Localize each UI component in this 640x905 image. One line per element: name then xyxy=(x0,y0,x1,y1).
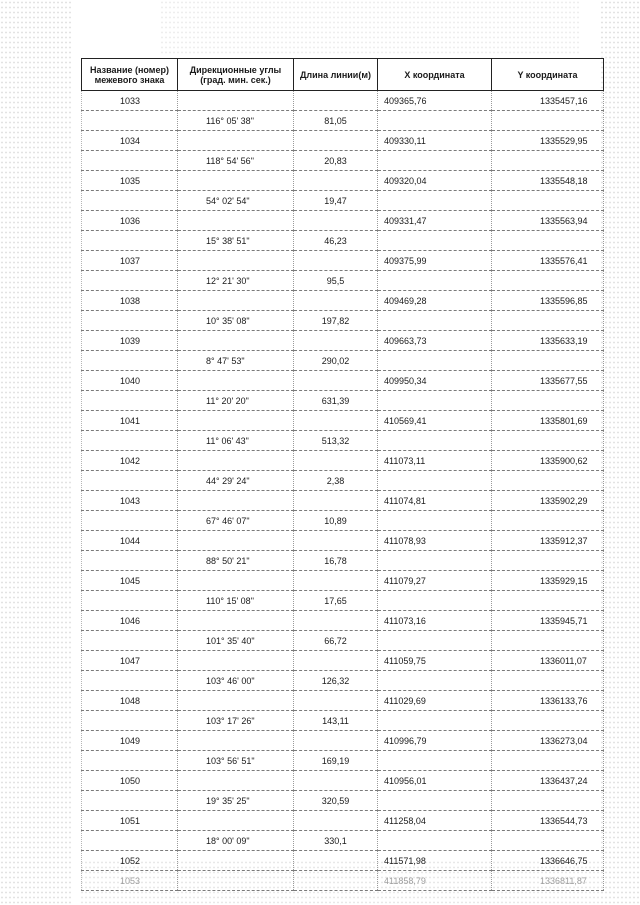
x-coordinate-cell xyxy=(378,351,492,371)
length-cell xyxy=(294,251,378,271)
y-coordinate-cell: 1335596,85 xyxy=(492,291,604,311)
x-coordinate-cell: 409365,76 xyxy=(378,91,492,111)
header-x-coordinate: X координата xyxy=(378,59,492,91)
x-coordinate-cell: 410956,01 xyxy=(378,771,492,791)
mark-name-cell: 1046 xyxy=(82,611,178,631)
length-cell xyxy=(294,331,378,351)
y-coordinate-cell: 1336011,07 xyxy=(492,651,604,671)
angle-cell: 18° 00' 09" xyxy=(178,831,294,851)
x-coordinate-cell: 410996,79 xyxy=(378,731,492,751)
table-row xyxy=(82,131,604,151)
x-coordinate-cell xyxy=(378,631,492,651)
length-cell: 16,78 xyxy=(294,551,378,571)
table-row xyxy=(82,271,604,291)
mark-name-cell: 1038 xyxy=(82,291,178,311)
table-row xyxy=(82,471,604,491)
mark-name-cell xyxy=(82,831,178,851)
x-coordinate-cell: 410569,41 xyxy=(378,411,492,431)
angle-cell: 103° 17' 26" xyxy=(178,711,294,731)
mark-name-cell xyxy=(82,231,178,251)
table-row xyxy=(82,111,604,131)
angle-cell: 10° 35' 08" xyxy=(178,311,294,331)
y-coordinate-cell xyxy=(492,751,604,771)
x-coordinate-cell: 411074,81 xyxy=(378,491,492,511)
table-row xyxy=(82,611,604,631)
mark-name-cell xyxy=(82,591,178,611)
angle-cell: 11° 20' 20" xyxy=(178,391,294,411)
y-coordinate-cell xyxy=(492,431,604,451)
length-cell xyxy=(294,91,378,111)
length-cell xyxy=(294,531,378,551)
angle-cell: 101° 35' 40" xyxy=(178,631,294,651)
angle-cell: 116° 05' 38" xyxy=(178,111,294,131)
angle-cell xyxy=(178,651,294,671)
y-coordinate-cell: 1335945,71 xyxy=(492,611,604,631)
angle-cell xyxy=(178,531,294,551)
x-coordinate-cell: 411079,27 xyxy=(378,571,492,591)
length-cell: 17,65 xyxy=(294,591,378,611)
angle-cell xyxy=(178,611,294,631)
mark-name-cell xyxy=(82,511,178,531)
angle-cell xyxy=(178,131,294,151)
table-row xyxy=(82,731,604,751)
angle-cell xyxy=(178,91,294,111)
angle-cell xyxy=(178,691,294,711)
table-row xyxy=(82,771,604,791)
mark-name-cell: 1039 xyxy=(82,331,178,351)
angle-cell: 67° 46' 07" xyxy=(178,511,294,531)
angle-cell xyxy=(178,771,294,791)
table-row xyxy=(82,391,604,411)
y-coordinate-cell: 1335929,15 xyxy=(492,571,604,591)
mark-name-cell: 1043 xyxy=(82,491,178,511)
mark-name-cell: 1047 xyxy=(82,651,178,671)
table-header-row xyxy=(82,59,604,91)
length-cell xyxy=(294,291,378,311)
y-coordinate-cell: 1335902,29 xyxy=(492,491,604,511)
angle-cell: 118° 54' 56" xyxy=(178,151,294,171)
angle-cell xyxy=(178,171,294,191)
angle-cell: 8° 47' 53" xyxy=(178,351,294,371)
angle-cell: 88° 50' 21" xyxy=(178,551,294,571)
x-coordinate-cell xyxy=(378,471,492,491)
scan-noise xyxy=(0,0,72,905)
length-cell xyxy=(294,211,378,231)
x-coordinate-cell xyxy=(378,831,492,851)
x-coordinate-cell: 411059,75 xyxy=(378,651,492,671)
mark-name-cell: 1048 xyxy=(82,691,178,711)
angle-cell: 11° 06' 43" xyxy=(178,431,294,451)
table-row xyxy=(82,331,604,351)
x-coordinate-cell: 411858,79 xyxy=(378,871,492,891)
x-coordinate-cell xyxy=(378,591,492,611)
mark-name-cell: 1040 xyxy=(82,371,178,391)
table-row xyxy=(82,711,604,731)
table-row xyxy=(82,691,604,711)
table-row xyxy=(82,451,604,471)
mark-name-cell: 1033 xyxy=(82,91,178,111)
header-direction-angle: Дирекционные углы (град. мин. сек.) xyxy=(178,59,294,91)
mark-name-cell xyxy=(82,351,178,371)
table-row xyxy=(82,171,604,191)
y-coordinate-cell: 1336646,75 xyxy=(492,851,604,871)
angle-cell xyxy=(178,731,294,751)
x-coordinate-cell: 411571,98 xyxy=(378,851,492,871)
angle-cell xyxy=(178,371,294,391)
mark-name-cell xyxy=(82,631,178,651)
length-cell: 66,72 xyxy=(294,631,378,651)
mark-name-cell: 1053 xyxy=(82,871,178,891)
x-coordinate-cell xyxy=(378,551,492,571)
table-row xyxy=(82,311,604,331)
angle-cell xyxy=(178,871,294,891)
length-cell xyxy=(294,871,378,891)
angle-cell: 19° 35' 25" xyxy=(178,791,294,811)
angle-cell xyxy=(178,491,294,511)
table-row xyxy=(82,191,604,211)
table-row-partial xyxy=(82,871,604,891)
mark-name-cell: 1041 xyxy=(82,411,178,431)
table-body xyxy=(82,91,604,891)
length-cell: 10,89 xyxy=(294,511,378,531)
length-cell xyxy=(294,571,378,591)
length-cell xyxy=(294,371,378,391)
length-cell: 330,1 xyxy=(294,831,378,851)
length-cell: 126,32 xyxy=(294,671,378,691)
length-cell xyxy=(294,771,378,791)
x-coordinate-cell: 409320,04 xyxy=(378,171,492,191)
y-coordinate-cell: 1335801,69 xyxy=(492,411,604,431)
mark-name-cell xyxy=(82,471,178,491)
table-row xyxy=(82,511,604,531)
y-coordinate-cell: 1335912,37 xyxy=(492,531,604,551)
table-row xyxy=(82,811,604,831)
x-coordinate-cell: 411073,11 xyxy=(378,451,492,471)
length-cell xyxy=(294,171,378,191)
y-coordinate-cell xyxy=(492,631,604,651)
mark-name-cell: 1051 xyxy=(82,811,178,831)
y-coordinate-cell xyxy=(492,831,604,851)
length-cell xyxy=(294,651,378,671)
mark-name-cell: 1050 xyxy=(82,771,178,791)
y-coordinate-cell: 1336133,76 xyxy=(492,691,604,711)
length-cell xyxy=(294,691,378,711)
length-cell: 81,05 xyxy=(294,111,378,131)
y-coordinate-cell: 1335677,55 xyxy=(492,371,604,391)
x-coordinate-cell xyxy=(378,311,492,331)
mark-name-cell xyxy=(82,711,178,731)
x-coordinate-cell: 409330,11 xyxy=(378,131,492,151)
x-coordinate-cell: 409375,99 xyxy=(378,251,492,271)
mark-name-cell xyxy=(82,671,178,691)
mark-name-cell xyxy=(82,391,178,411)
angle-cell: 103° 46' 00" xyxy=(178,671,294,691)
angle-cell xyxy=(178,451,294,471)
angle-cell xyxy=(178,291,294,311)
y-coordinate-cell xyxy=(492,711,604,731)
y-coordinate-cell: 1336544,73 xyxy=(492,811,604,831)
y-coordinate-cell: 1335576,41 xyxy=(492,251,604,271)
length-cell: 631,39 xyxy=(294,391,378,411)
mark-name-cell: 1037 xyxy=(82,251,178,271)
length-cell xyxy=(294,451,378,471)
length-cell xyxy=(294,611,378,631)
x-coordinate-cell xyxy=(378,511,492,531)
y-coordinate-cell: 1335457,16 xyxy=(492,91,604,111)
y-coordinate-cell xyxy=(492,591,604,611)
table-row xyxy=(82,491,604,511)
y-coordinate-cell xyxy=(492,231,604,251)
x-coordinate-cell xyxy=(378,791,492,811)
length-cell: 513,32 xyxy=(294,431,378,451)
length-cell: 290,02 xyxy=(294,351,378,371)
table-row xyxy=(82,91,604,111)
y-coordinate-cell: 1335548,18 xyxy=(492,171,604,191)
x-coordinate-cell xyxy=(378,271,492,291)
mark-name-cell xyxy=(82,791,178,811)
mark-name-cell xyxy=(82,271,178,291)
angle-cell: 110° 15' 08" xyxy=(178,591,294,611)
angle-cell xyxy=(178,411,294,431)
table-row xyxy=(82,251,604,271)
table-row xyxy=(82,211,604,231)
length-cell xyxy=(294,131,378,151)
table-row xyxy=(82,571,604,591)
x-coordinate-cell: 409469,28 xyxy=(378,291,492,311)
y-coordinate-cell: 1335529,95 xyxy=(492,131,604,151)
header-line-length: Длина линии(м) xyxy=(294,59,378,91)
angle-cell: 15° 38' 51" xyxy=(178,231,294,251)
table-row xyxy=(82,671,604,691)
scan-noise xyxy=(160,0,580,55)
x-coordinate-cell: 411073,16 xyxy=(378,611,492,631)
length-cell xyxy=(294,411,378,431)
table-row xyxy=(82,631,604,651)
y-coordinate-cell: 1335900,62 xyxy=(492,451,604,471)
mark-name-cell: 1035 xyxy=(82,171,178,191)
angle-cell xyxy=(178,331,294,351)
mark-name-cell: 1036 xyxy=(82,211,178,231)
length-cell: 143,11 xyxy=(294,711,378,731)
mark-name-cell: 1045 xyxy=(82,571,178,591)
mark-name-cell xyxy=(82,311,178,331)
angle-cell xyxy=(178,571,294,591)
angle-cell xyxy=(178,251,294,271)
table-row xyxy=(82,551,604,571)
angle-cell: 103° 56' 51" xyxy=(178,751,294,771)
y-coordinate-cell xyxy=(492,671,604,691)
angle-cell: 54° 02' 54" xyxy=(178,191,294,211)
x-coordinate-cell xyxy=(378,191,492,211)
x-coordinate-cell xyxy=(378,711,492,731)
x-coordinate-cell xyxy=(378,151,492,171)
mark-name-cell xyxy=(82,111,178,131)
length-cell xyxy=(294,491,378,511)
length-cell: 2,38 xyxy=(294,471,378,491)
y-coordinate-cell xyxy=(492,511,604,531)
mark-name-cell xyxy=(82,431,178,451)
mark-name-cell: 1049 xyxy=(82,731,178,751)
y-coordinate-cell xyxy=(492,111,604,131)
x-coordinate-cell: 411029,69 xyxy=(378,691,492,711)
table-row xyxy=(82,791,604,811)
scan-noise xyxy=(600,0,640,905)
x-coordinate-cell: 409331,47 xyxy=(378,211,492,231)
header-mark-name: Название (номер) межевого знака xyxy=(82,59,178,91)
table-row xyxy=(82,531,604,551)
table-row xyxy=(82,831,604,851)
table-row xyxy=(82,151,604,171)
x-coordinate-cell: 411078,93 xyxy=(378,531,492,551)
table-row xyxy=(82,351,604,371)
table-row xyxy=(82,231,604,251)
y-coordinate-cell xyxy=(492,391,604,411)
table-row xyxy=(82,431,604,451)
mark-name-cell xyxy=(82,151,178,171)
y-coordinate-cell xyxy=(492,351,604,371)
length-cell: 95,5 xyxy=(294,271,378,291)
y-coordinate-cell xyxy=(492,191,604,211)
length-cell xyxy=(294,851,378,871)
length-cell: 20,83 xyxy=(294,151,378,171)
x-coordinate-cell xyxy=(378,111,492,131)
x-coordinate-cell xyxy=(378,431,492,451)
angle-cell xyxy=(178,851,294,871)
angle-cell: 44° 29' 24" xyxy=(178,471,294,491)
mark-name-cell xyxy=(82,191,178,211)
length-cell xyxy=(294,731,378,751)
y-coordinate-cell: 1336811,87 xyxy=(492,871,604,891)
length-cell: 46,23 xyxy=(294,231,378,251)
length-cell: 197,82 xyxy=(294,311,378,331)
length-cell: 320,59 xyxy=(294,791,378,811)
length-cell xyxy=(294,811,378,831)
y-coordinate-cell xyxy=(492,311,604,331)
header-y-coordinate: Y координата xyxy=(492,59,604,91)
table-row xyxy=(82,651,604,671)
x-coordinate-cell: 411258,04 xyxy=(378,811,492,831)
table-row xyxy=(82,591,604,611)
mark-name-cell xyxy=(82,751,178,771)
x-coordinate-cell xyxy=(378,391,492,411)
table-row xyxy=(82,851,604,871)
table-row xyxy=(82,291,604,311)
mark-name-cell: 1044 xyxy=(82,531,178,551)
y-coordinate-cell xyxy=(492,151,604,171)
mark-name-cell xyxy=(82,551,178,571)
y-coordinate-cell xyxy=(492,471,604,491)
y-coordinate-cell: 1335633,19 xyxy=(492,331,604,351)
x-coordinate-cell: 409950,34 xyxy=(378,371,492,391)
mark-name-cell: 1052 xyxy=(82,851,178,871)
angle-cell: 12° 21' 30" xyxy=(178,271,294,291)
x-coordinate-cell xyxy=(378,751,492,771)
table-row xyxy=(82,371,604,391)
x-coordinate-cell xyxy=(378,671,492,691)
coordinates-table xyxy=(81,58,604,891)
x-coordinate-cell xyxy=(378,231,492,251)
length-cell: 19,47 xyxy=(294,191,378,211)
x-coordinate-cell: 409663,73 xyxy=(378,331,492,351)
y-coordinate-cell: 1336437,24 xyxy=(492,771,604,791)
y-coordinate-cell xyxy=(492,271,604,291)
mark-name-cell: 1034 xyxy=(82,131,178,151)
angle-cell xyxy=(178,211,294,231)
table-row xyxy=(82,751,604,771)
y-coordinate-cell xyxy=(492,551,604,571)
angle-cell xyxy=(178,811,294,831)
y-coordinate-cell: 1336273,04 xyxy=(492,731,604,751)
y-coordinate-cell: 1335563,94 xyxy=(492,211,604,231)
table-row xyxy=(82,411,604,431)
y-coordinate-cell xyxy=(492,791,604,811)
length-cell: 169,19 xyxy=(294,751,378,771)
mark-name-cell: 1042 xyxy=(82,451,178,471)
